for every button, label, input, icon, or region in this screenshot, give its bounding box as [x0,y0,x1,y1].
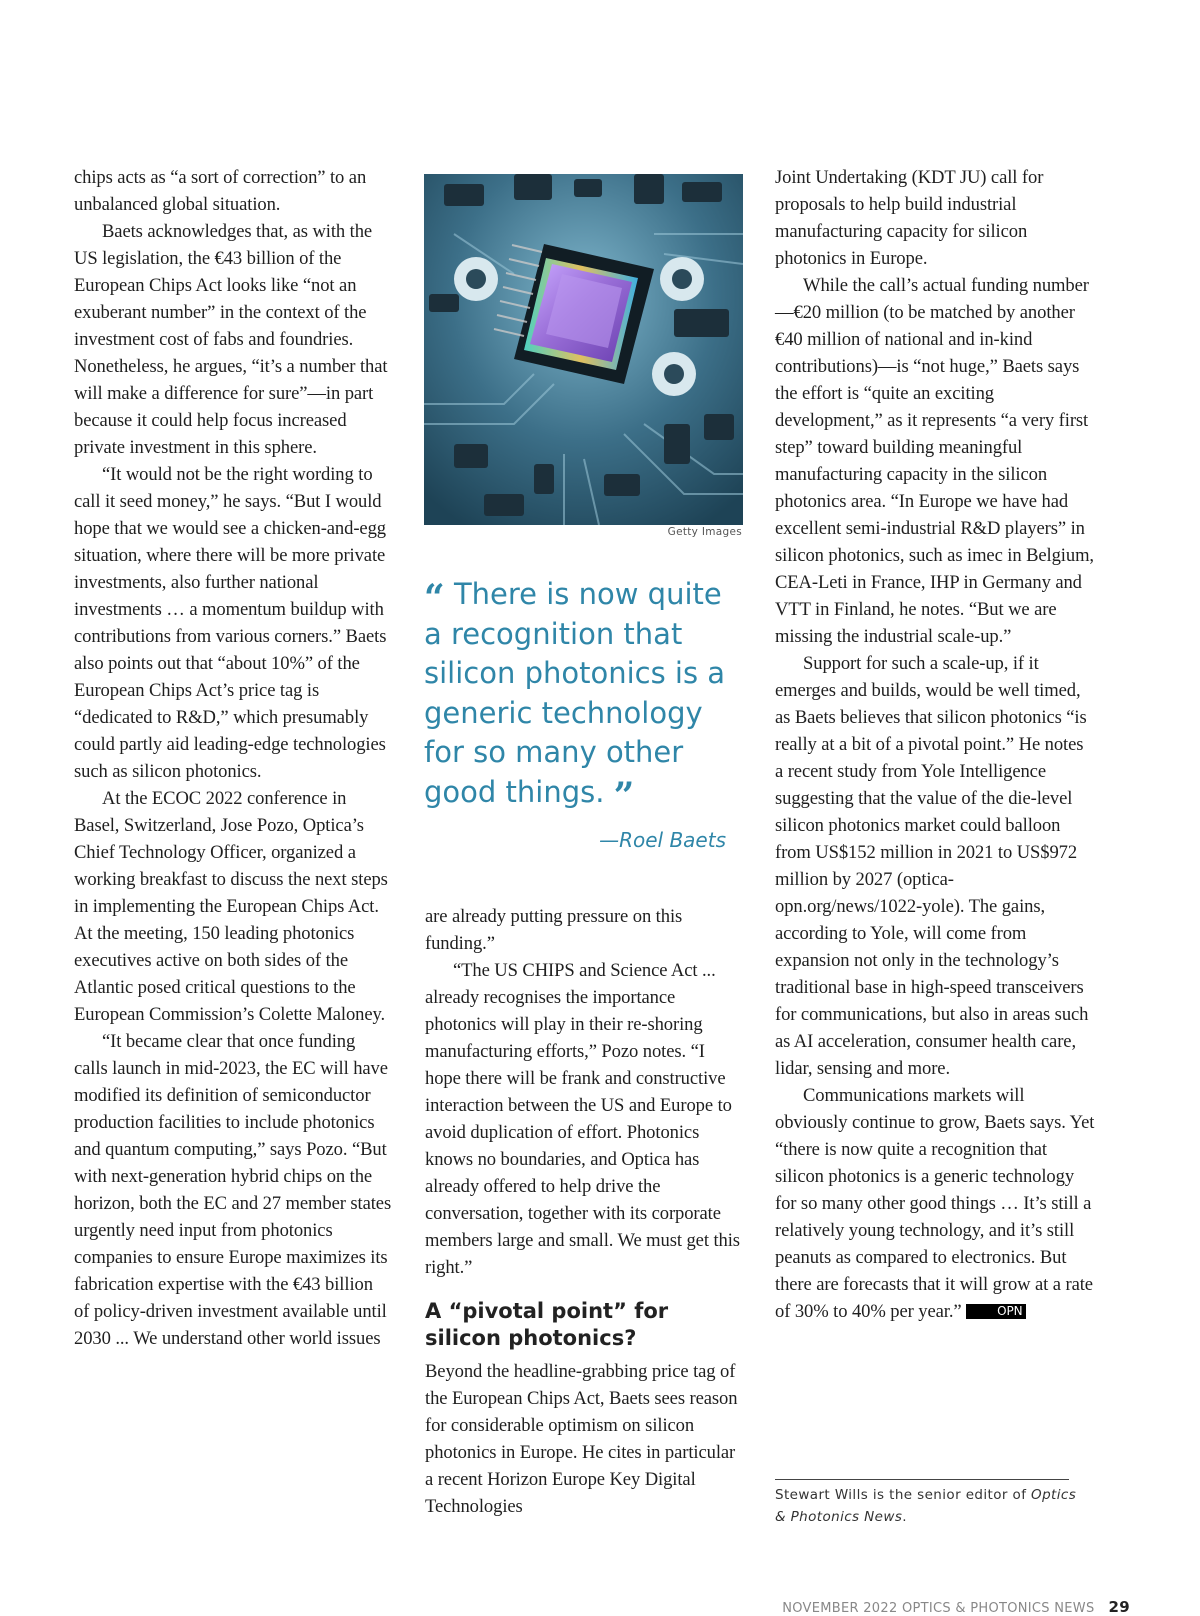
bio-publication: Optics & Photonics News [775,1487,1077,1525]
section-heading: A “pivotal point” for silicon photonics? [425,1299,669,1350]
bio-divider [775,1479,1069,1480]
photo-credit: Getty Images [667,526,742,538]
article-column-3 [775,164,1095,1325]
article-column-2 [425,903,743,1520]
paragraph: Support for such a scale-up, if it emerges and builds, would be well timed, as Baets believes that silicon photonics “is really at a bit of a pivotal point.” He notes a recent study from Yole Intelligence suggesting that the value of the die-level silicon photonics market could balloon from US$152 million in 2021 to US$972 million by 2027 (optica-opn.org/news/1022-yole). The gains, according to Yole, will come from expansion not only in the technology’s traditional base in high-speed transceivers for communications, but also in areas such as AI acceleration, consumer health care, lidar, sensing and more. [775,653,1089,1079]
page-number: 29 [1108,1598,1130,1616]
paragraph: Beyond the headline-grabbing price tag of the European Chips Act, Baets sees reason for considerable optimism on silicon photonics in Europe. He cites in particular a recent Horizon Europe Key Digital Technologies [425,1361,738,1517]
author-bio [775,1484,1085,1528]
pull-quote-attribution: —Roel Baets [599,828,726,852]
pull-quote-text: There is now quite a recognition that silicon photonics is a generic technology for so many other good things. [424,577,726,809]
pull-quote [424,575,744,817]
paragraph: “It became clear that once funding calls launch in mid-2023, the EC will have modified its definition of semiconductor production facilities to include photonics and quantum computing,” says Pozo. “But with next-generation hybrid chips on the horizon, both the EC and 27 member states urgently need input from photonics companies to ensure Europe maximizes its fabrication expertise with the €43 billion of policy-driven investment available until 2030 ... We understand other world issues [74,1031,392,1349]
bio-prefix: Stewart Wills is the senior editor of [775,1487,1032,1503]
paragraph: “The US CHIPS and Science Act ... already recognises the importance photonics will play in their re-shoring manufacturing efforts,” Pozo notes. “I hope there will be frank and constructive interaction between the US and Europe to avoid duplication of effort. Photonics knows no boundaries, and Optica has already offered to help drive the conversation, together with its corporate members large and small. We must get this right.” [425,960,740,1278]
circuit-board-chip-photo [424,174,743,525]
footer-issue: NOVEMBER 2022 OPTICS & PHOTONICS NEWS [782,1601,1095,1616]
paragraph: At the ECOC 2022 conference in Basel, Switzerland, Jose Pozo, Optica’s Chief Technology Officer, organized a working breakfast to discuss the next steps in implementing the European Chips Act. At the meeting, 150 leading photonics executives active on both sides of the Atlantic posed critical questions to the European Commission’s Colette Maloney. [74,788,388,1025]
end-mark-badge: OPN [966,1304,1025,1319]
paragraph: “It would not be the right wording to call it seed money,” he says. “But I would hope that we would see a chicken-and-egg situation, where there will be more private investments, also further national investments … a momentum buildup with contributions from various corners.” Baets also points out that “about 10%” of the European Chips Act’s price tag is “dedicated to R&D,” which presumably could partly aid leading-edge technologies such as silicon photonics. [74,464,387,782]
paragraph: are already putting pressure on this funding.” [425,906,683,954]
paragraph: While the call’s actual funding number—€20 million (to be matched by another €40 million of national and in-kind contributions)—is “not huge,” Baets says the effort is “quite an exciting development,” as it represents “a very first step” toward building meaningful manufacturing capacity in the silicon photonics area. “In Europe we have had excellent semi-industrial R&D players” in silicon photonics, such as imec in Belgium, CEA-Leti in France, IHP in Germany and VTT in Finland, he notes. “But we are missing the industrial scale-up.” [775,275,1094,647]
paragraph: Joint Undertaking (KDT JU) call for proposals to help build industrial manufacturing capacity for silicon photonics in Europe. [775,167,1044,269]
article-column-1 [74,164,392,1352]
paragraph [775,1082,1095,1325]
open-quote-mark: “ [424,577,445,619]
paragraph: chips acts as “a sort of correction” to an unbalanced global situation. [74,167,367,215]
paragraph-text: Communications markets will obviously continue to grow, Baets says. Yet “there is now quite a recognition that silicon photonics is a generic technology for so many other good things … It’s still a relatively young technology, and it’s still peanuts as compared to electronics. But there are forecasts that it will grow at a rate of 30% to 40% per year.” [775,1085,1095,1322]
close-quote-mark: ” [613,774,635,817]
bio-suffix: . [902,1509,907,1525]
page-footer [760,1598,1130,1616]
paragraph: Baets acknowledges that, as with the US legislation, the €43 billion of the European Chips Act looks like “not an exuberant number” in the context of the investment cost of fabs and foundries. Nonetheless, he argues, “it’s a number that will make a difference for sure”—in part because it could help focus increased private investment in this sphere. [74,221,388,458]
